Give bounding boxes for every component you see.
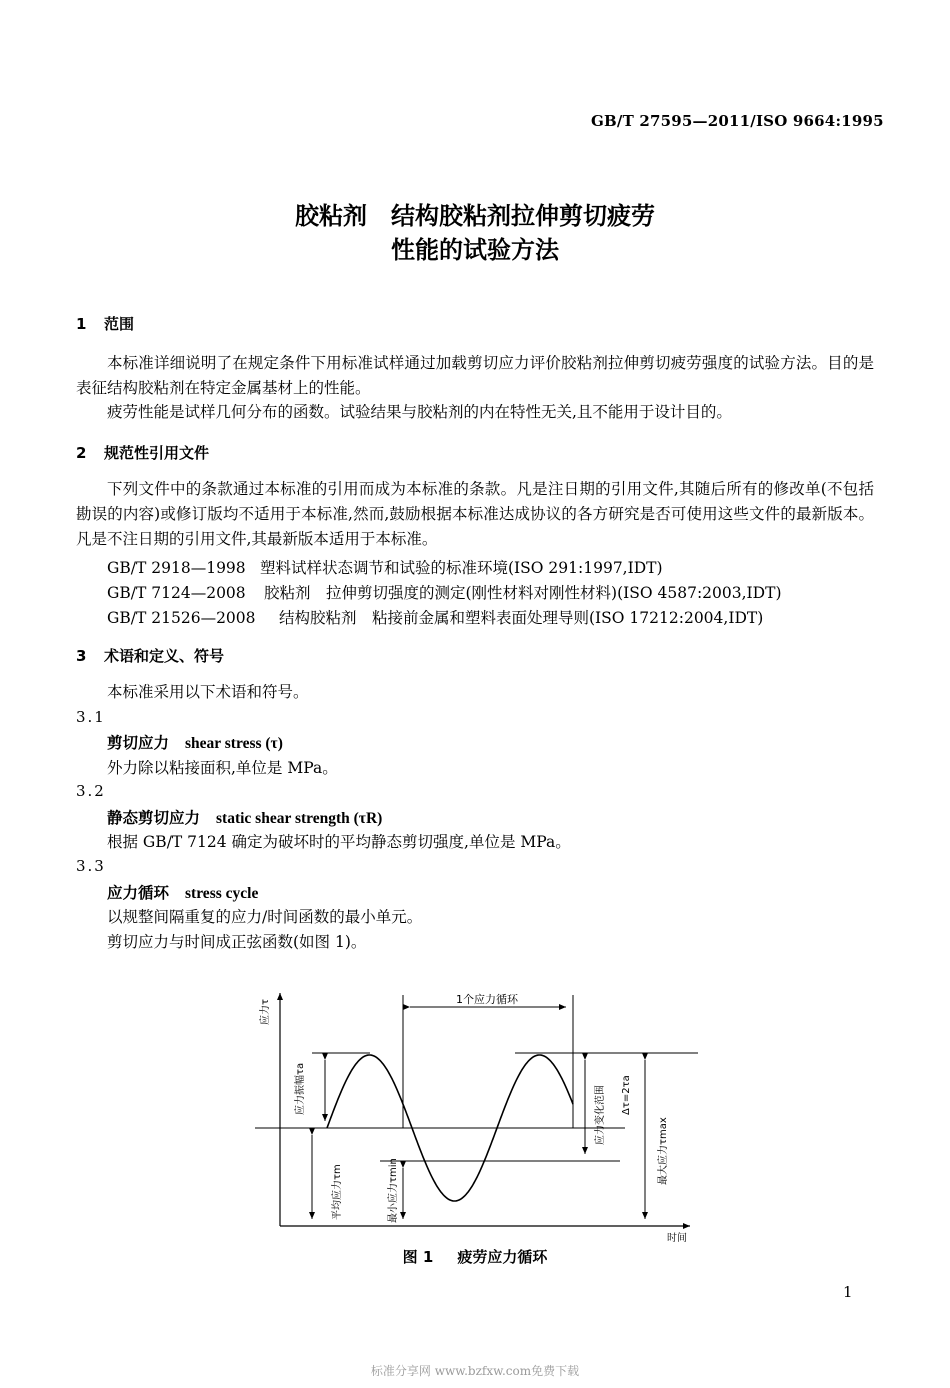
term-definition-2: 剪切应力与时间成正弦函数(如图 1)。	[107, 933, 367, 951]
reference-item	[107, 556, 663, 578]
stress-cycle-figure	[250, 985, 710, 1245]
section-1-paragraph-1: 本标准详细说明了在规定条件下用标准试样通过加载剪切应力评价胶粘剂拉伸剪切疲劳强度的试验方法。目的是表征结构胶粘剂在特定金属基材上的性能。	[76, 354, 874, 397]
reference-item	[107, 606, 763, 628]
watermark: 标准分享网 www.bzfxw.com免费下载	[370, 1364, 580, 1378]
standard-code: GB/T 27595—2011/ISO 9664:1995	[591, 112, 884, 130]
range-formula: Δτ=2τa	[621, 1075, 632, 1115]
term-chinese: 剪切应力	[107, 733, 170, 752]
section-1-heading	[76, 313, 134, 334]
term-heading	[107, 730, 283, 756]
term-english: static shear strength (τR)	[216, 810, 383, 827]
mean-label: 平均应力τm	[332, 1164, 343, 1220]
reference-title: 胶粘剂 拉伸剪切强度的测定(刚性材料对刚性材料)(ISO 4587:2003,IDT)	[264, 584, 782, 602]
reference-code: GB/T 7124—2008	[107, 584, 246, 602]
section-2-title: 规范性引用文件	[104, 444, 210, 462]
reference-item	[107, 581, 782, 603]
section-3-title: 术语和定义、符号	[104, 647, 225, 665]
section-3-heading	[76, 645, 224, 666]
term-definition: 根据 GB/T 7124 确定为破坏时的平均静态剪切强度,单位是 MPa。	[107, 833, 571, 851]
page-number: 1	[843, 1283, 853, 1301]
figure-title: 疲劳应力循环	[457, 1248, 548, 1266]
x-axis-label: 时间	[667, 1233, 687, 1244]
term-english: shear stress (τ)	[185, 735, 283, 752]
section-3-number: 3	[76, 647, 87, 665]
reference-title: 塑料试样状态调节和试验的标准环境(ISO 291:1997,IDT)	[260, 559, 663, 577]
document-title-line1: 胶粘剂 结构胶粘剂拉伸剪切疲劳	[295, 202, 655, 230]
reference-title: 结构胶粘剂 粘接前金属和塑料表面处理导则(ISO 17212:2004,IDT)	[279, 609, 764, 627]
section-3-intro: 本标准采用以下术语和符号。	[107, 683, 309, 701]
max-label: 最大应力τmax	[658, 1117, 669, 1185]
section-1-paragraph-2: 疲劳性能是试样几何分布的函数。试验结果与胶粘剂的内在特性无关,且不能用于设计目的。	[107, 403, 732, 421]
reference-code: GB/T 21526—2008	[107, 609, 256, 627]
range-label: 应力变化范围	[595, 1085, 606, 1145]
term-number: 3.3	[76, 857, 106, 875]
term-english: stress cycle	[185, 885, 259, 902]
term-chinese: 应力循环	[107, 883, 170, 902]
term-definition: 以规整间隔重复的应力/时间函数的最小单元。	[107, 908, 423, 926]
term-heading	[107, 805, 382, 831]
figure-caption	[0, 1246, 950, 1267]
term-number: 3.2	[76, 782, 106, 800]
reference-code: GB/T 2918—1998	[107, 559, 246, 577]
section-1-title: 范围	[104, 315, 135, 333]
term-definition: 外力除以粘接面积,单位是 MPa。	[107, 759, 338, 777]
term-chinese: 静态剪切应力	[107, 808, 201, 827]
y-axis-label: 应力τ	[260, 998, 271, 1025]
term-number: 3.1	[76, 708, 106, 726]
term-heading	[107, 880, 258, 906]
section-2-paragraph: 下列文件中的条款通过本标准的引用而成为本标准的条款。凡是注日期的引用文件,其随后所有的修改单(不包括勘误的内容)或修订版均不适用于本标准,然而,鼓励根据本标准达成协议的各方研究是否可使用这些文件的最新版本。凡是不注日期的引用文件,其最新版本适用于本标准。	[76, 480, 874, 548]
document-title-line2: 性能的试验方法	[391, 236, 559, 264]
section-2-heading	[76, 442, 209, 463]
section-2-number: 2	[76, 444, 87, 462]
min-label: 最小应力τmin	[388, 1158, 399, 1223]
amplitude-label: 应力振幅τa	[295, 1062, 306, 1115]
cycle-label: 1个应力循环	[456, 993, 518, 1006]
section-1-number: 1	[76, 315, 87, 333]
figure-number: 图 1	[402, 1248, 434, 1266]
